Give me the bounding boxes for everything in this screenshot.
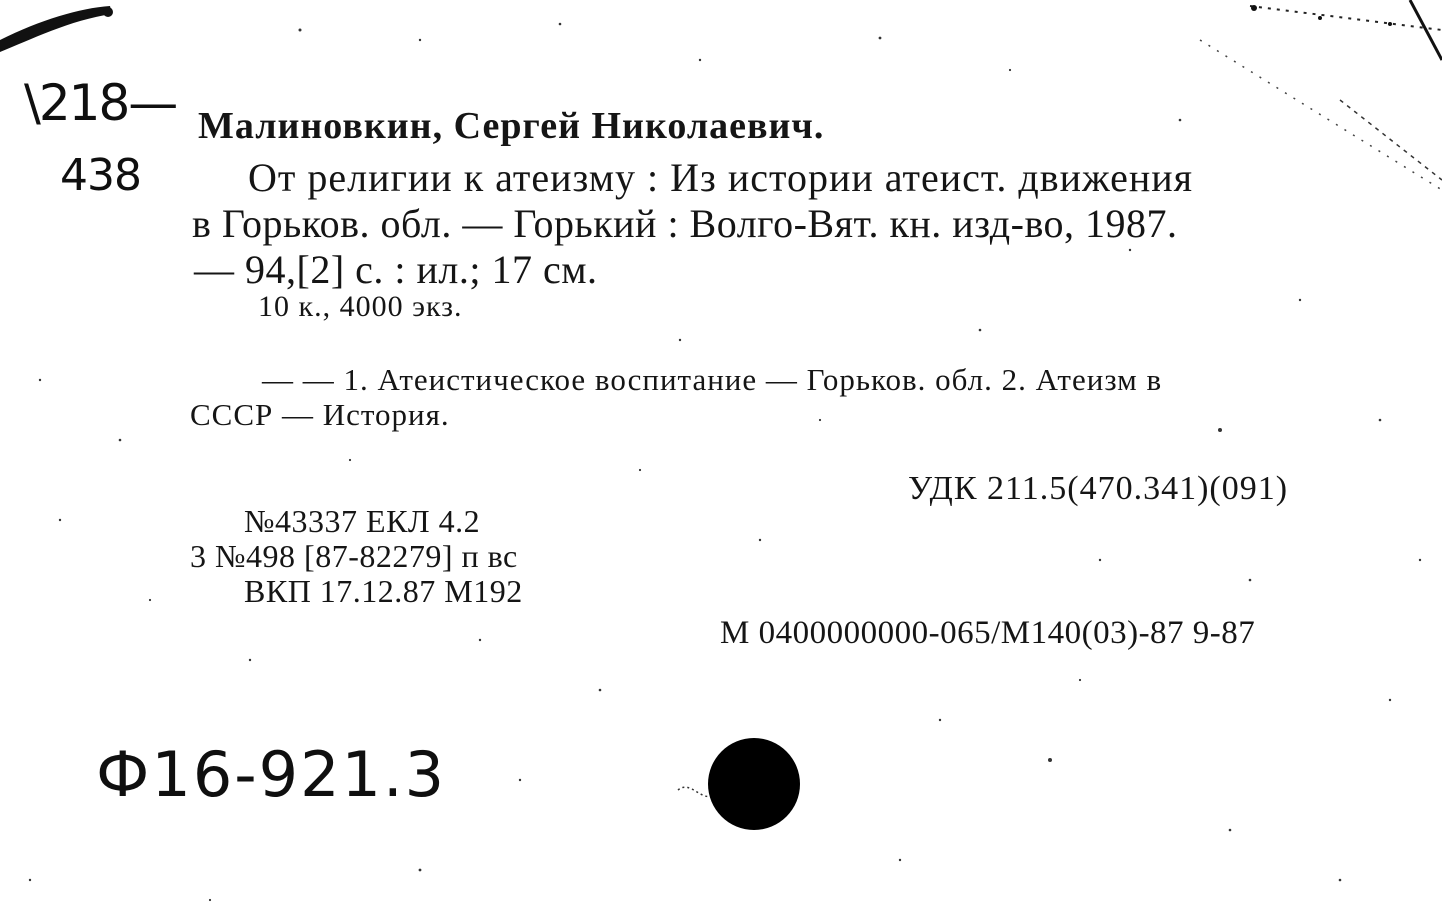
price-circulation: 10 к., 4000 экз. (258, 290, 463, 323)
subject-headings-line-2: СССР — История. (190, 397, 450, 432)
handwritten-shelf-mark-1: \218— (24, 74, 177, 132)
title-line-1: От религии к атеизму : Из истории атеист. движения (248, 155, 1194, 200)
accession-line-1: №43337 ЕКЛ 4.2 (244, 503, 481, 539)
udc-classification: УДК 211.5(470.341)(091) (908, 470, 1289, 507)
accession-line-2: 3 №498 [87-82279] п вс (190, 538, 518, 574)
title-line-3: — 94,[2] с. : ил.; 17 см. (194, 247, 598, 292)
author-heading: Малиновкин, Сергей Николаевич. (198, 105, 825, 147)
punch-hole (708, 738, 800, 830)
handwritten-inventory-number: Ф16-921.3 (96, 738, 447, 811)
title-line-2: в Горьков. обл. — Горький : Волго-Вят. кн. изд-во, 1987. (192, 201, 1178, 246)
handwritten-shelf-mark-2: 438 (60, 150, 141, 201)
publisher-code: М 0400000000-065/М140(03)-87 9-87 (720, 615, 1256, 651)
accession-line-3: ВКП 17.12.87 М192 (244, 573, 523, 609)
subject-headings-line-1: — — 1. Атеистическое воспитание — Горьков. обл. 2. Атеизм в (262, 362, 1163, 397)
